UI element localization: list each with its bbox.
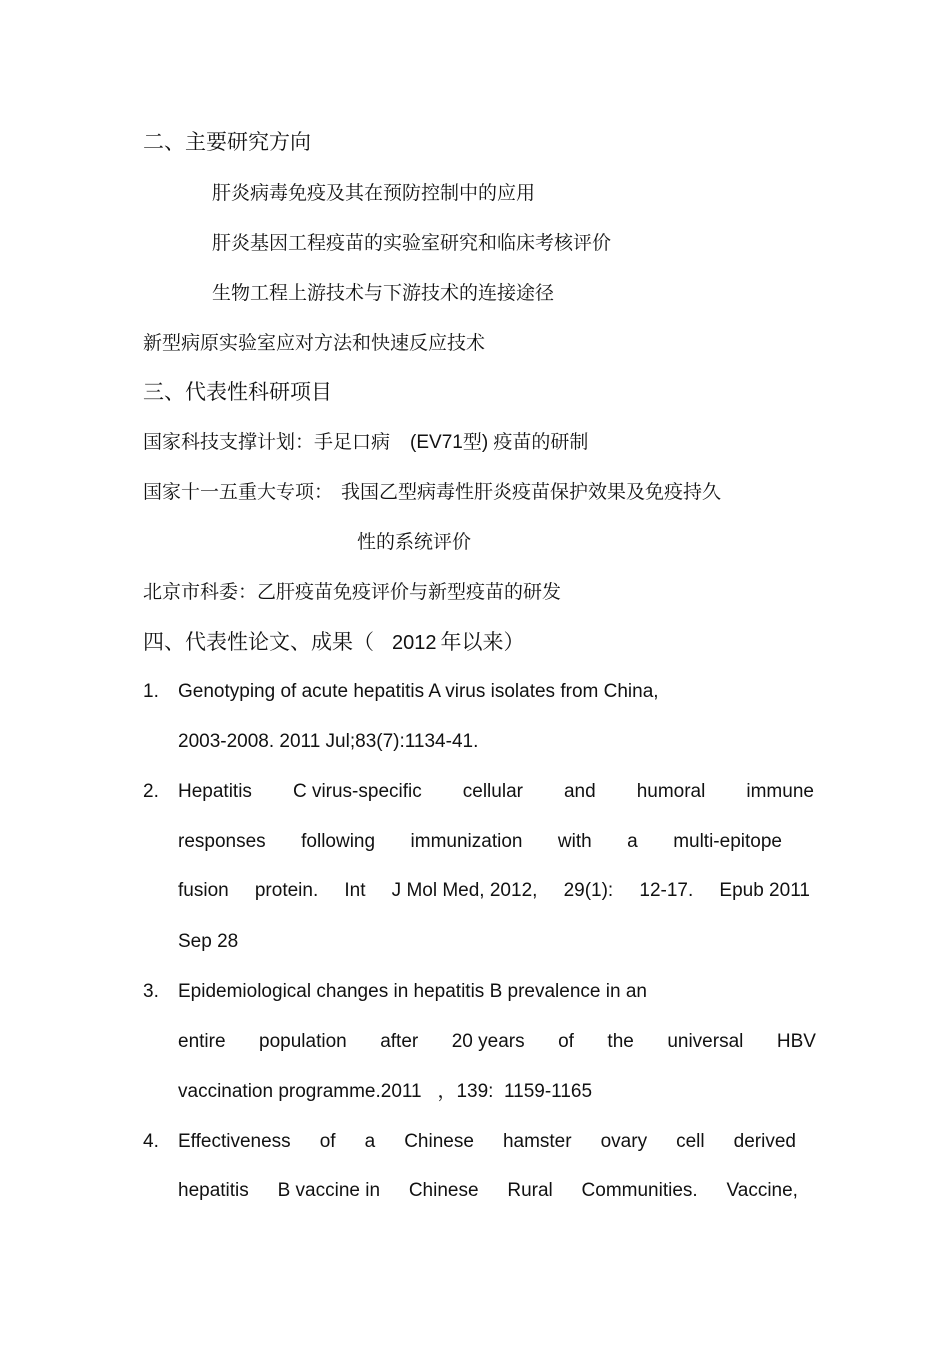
project-item	[143, 430, 588, 455]
paper-line	[178, 830, 782, 854]
paper-word: Vaccine,	[726, 1180, 798, 1201]
paper-word: derived	[733, 1131, 796, 1152]
paper-word: fusion	[178, 880, 229, 901]
paper-line	[178, 780, 814, 804]
paper-word: a	[627, 831, 638, 852]
paper-word: universal	[667, 1031, 744, 1052]
paper-word: immune	[746, 781, 814, 802]
paper-word: cellular	[462, 781, 523, 802]
paper-word: hamster	[502, 1131, 572, 1152]
paper-line	[178, 1130, 796, 1154]
paper-word: population	[259, 1031, 347, 1052]
heading-post: 年以来）	[440, 630, 525, 654]
paper-word: Chinese	[408, 1180, 479, 1201]
research-direction-item: 肝炎基因工程疫苗的实验室研究和临床考核评价	[212, 232, 612, 254]
paper-line	[178, 1030, 816, 1054]
paper-word: and	[563, 781, 596, 802]
paper-word: ovary	[600, 1131, 648, 1152]
paper-word: 29(1):	[563, 880, 614, 901]
paper-word: cell	[676, 1131, 705, 1152]
paper-line: Sep 28	[178, 931, 239, 952]
paper-word: following	[301, 831, 376, 852]
paper-word: Communities.	[581, 1180, 698, 1201]
paper-line	[178, 879, 810, 903]
paper-word: of	[558, 1031, 574, 1052]
research-direction-item: 生物工程上游技术与下游技术的连接途径	[212, 282, 555, 304]
paper-line: vaccination programme.2011 ，139: 1159-1165	[178, 1081, 593, 1102]
paper-word: HBV	[776, 1031, 816, 1052]
paper-word: Rural	[507, 1180, 553, 1201]
paper-line	[178, 1179, 798, 1203]
paper-word: responses	[178, 831, 266, 852]
project-rest: (EV71型) 疫苗的研制	[410, 432, 589, 453]
paper-number: 1.	[143, 681, 159, 702]
paper-word: protein.	[254, 880, 319, 901]
paper-word: 20 years	[451, 1031, 525, 1052]
paper-word: Int	[344, 880, 366, 901]
paper-word: of	[319, 1131, 336, 1152]
research-direction-item: 肝炎病毒免疫及其在预防控制中的应用	[212, 182, 536, 204]
paper-word: a	[364, 1131, 376, 1152]
project-rest: 我国乙型病毒性肝炎疫苗保护效果及免疫持久	[341, 481, 722, 503]
paper-word: hepatitis	[178, 1180, 249, 1201]
project-item	[143, 480, 721, 504]
paper-number: 2.	[143, 781, 159, 802]
paper-word: multi-epitope	[673, 831, 782, 852]
paper-number: 3.	[143, 981, 159, 1002]
paper-line: Genotyping of acute hepatitis A virus isolates from China,	[178, 681, 659, 702]
paper-word: entire	[178, 1031, 226, 1052]
research-direction-item: 新型病原实验室应对方法和快速反应技术	[143, 332, 486, 354]
paper-word: Epub 2011	[719, 880, 810, 901]
paper-word: Effectiveness	[178, 1131, 291, 1152]
paper-word: immunization	[410, 831, 523, 852]
paper-number: 4.	[143, 1131, 159, 1152]
paper-line: Epidemiological changes in hepatitis B prevalence in an	[178, 981, 647, 1002]
section-heading-research-directions: 二、主要研究方向	[143, 130, 311, 154]
paper-word: after	[380, 1031, 419, 1052]
paper-word: Chinese	[404, 1131, 474, 1152]
project-continuation: 性的系统评价	[357, 531, 472, 553]
paper-word: humoral	[636, 781, 706, 802]
paper-line: 2003-2008. 2011 Jul;83(7):1134-41.	[178, 731, 479, 752]
section-heading-projects: 三、代表性科研项目	[143, 380, 332, 404]
paper-word: J Mol Med, 2012,	[391, 880, 538, 901]
project-item: 北京市科委：乙肝疫苗免疫评价与新型疫苗的研发	[143, 581, 562, 603]
heading-year: 2012	[392, 632, 437, 654]
section-heading-publications	[143, 630, 525, 655]
paper-word: with	[557, 831, 592, 852]
heading-pre: 四、代表性论文、成果（	[143, 630, 374, 654]
paper-word: the	[607, 1031, 634, 1052]
paper-word: 12-17.	[639, 880, 694, 901]
paper-word: C virus-specific	[292, 781, 422, 802]
project-lead: 国家十一五重大专项：	[143, 481, 334, 503]
paper-word: Hepatitis	[178, 781, 252, 802]
project-lead: 国家科技支撑计划：手足口病	[143, 431, 391, 453]
paper-word: B vaccine in	[277, 1180, 381, 1201]
